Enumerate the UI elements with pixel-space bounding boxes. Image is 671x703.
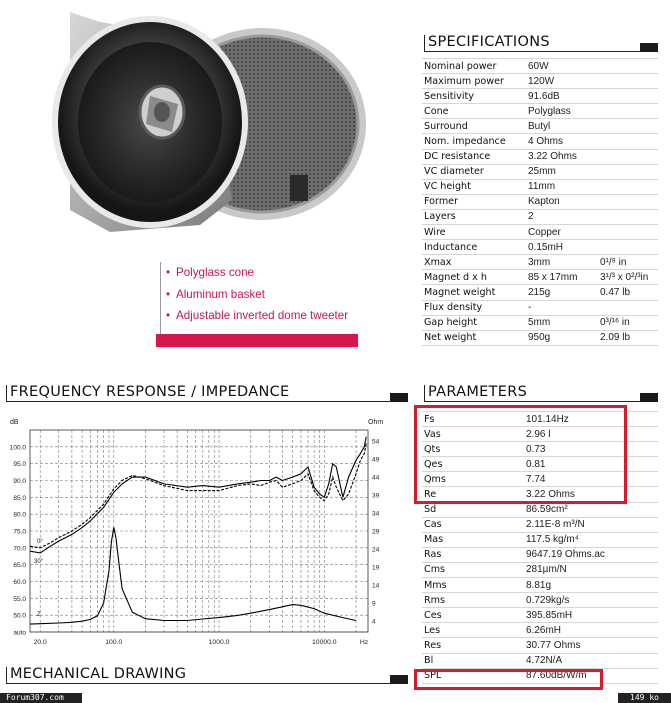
spec-value: 60W bbox=[526, 59, 598, 74]
y2-tick-label: 34 bbox=[372, 510, 380, 518]
spec-row bbox=[422, 134, 658, 149]
y-tick-label: 80.0 bbox=[13, 511, 26, 519]
spec-label: Gap height bbox=[422, 315, 526, 330]
spec-row bbox=[422, 270, 658, 285]
param-label: Cas bbox=[422, 517, 524, 532]
param-value: 30.77 Ohms bbox=[524, 638, 658, 653]
spec-alt-value: 3¹/³ x 0²/³in bbox=[598, 270, 658, 285]
spec-label: Magnet d x h bbox=[422, 270, 526, 285]
spec-value: 3.22 Ohms bbox=[526, 149, 598, 164]
spec-value: 0.15mH bbox=[526, 240, 598, 255]
y-tick-label: auto bbox=[13, 629, 26, 637]
y2-tick-label: 39 bbox=[372, 492, 380, 500]
highlight-box-spl bbox=[414, 669, 603, 690]
spec-row bbox=[422, 74, 658, 89]
spec-label: Layers bbox=[422, 209, 526, 224]
spec-alt-value bbox=[598, 149, 658, 164]
frequency-response-title: FREQUENCY RESPONSE / IMPEDANCE bbox=[10, 384, 290, 400]
spec-alt-value bbox=[598, 225, 658, 240]
spec-value: Polyglass bbox=[526, 104, 598, 119]
x-tick-label: 20.0 bbox=[33, 639, 47, 646]
param-label: Les bbox=[422, 623, 524, 638]
spec-label: VC height bbox=[422, 179, 526, 194]
param-value: 395.85mH bbox=[524, 608, 658, 623]
y2-tick-label: 4 bbox=[372, 618, 376, 626]
spec-row bbox=[422, 330, 658, 345]
x-unit-label: Hz bbox=[359, 639, 369, 646]
spec-label: Wire bbox=[422, 225, 526, 240]
spec-label: Flux density bbox=[422, 300, 526, 315]
spec-value: 25mm bbox=[526, 164, 598, 179]
y2-tick-label: 54 bbox=[372, 438, 380, 446]
param-row bbox=[422, 517, 658, 532]
y-axis-label: dB bbox=[10, 419, 19, 426]
spec-row bbox=[422, 89, 658, 104]
param-label: Res bbox=[422, 638, 524, 653]
spec-row bbox=[422, 59, 658, 74]
y-tick-label: 65.0 bbox=[13, 562, 26, 570]
annotation-30deg: 30° bbox=[34, 558, 44, 565]
spec-value: 120W bbox=[526, 74, 598, 89]
spec-alt-value bbox=[598, 209, 658, 224]
spec-row bbox=[422, 104, 658, 119]
spec-alt-value bbox=[598, 134, 658, 149]
param-label: Qms bbox=[422, 472, 524, 487]
specifications-title: SPECIFICATIONS bbox=[428, 34, 550, 50]
spec-value: Butyl bbox=[526, 119, 598, 134]
y-tick-label: 100.0 bbox=[9, 444, 26, 452]
y2-tick-label: 14 bbox=[372, 582, 380, 590]
param-label: Sd bbox=[422, 502, 524, 517]
mechanical-drawing-title: MECHANICAL DRAWING bbox=[10, 666, 187, 682]
x-tick-label: 1000.0 bbox=[208, 639, 230, 646]
spec-alt-value bbox=[598, 194, 658, 209]
spec-alt-value bbox=[598, 104, 658, 119]
y2-tick-label: 44 bbox=[372, 474, 380, 482]
spec-label: DC resistance bbox=[422, 149, 526, 164]
param-label: Qes bbox=[422, 457, 524, 472]
mechanical-drawing-header bbox=[6, 666, 408, 684]
x-tick-label: 10000.0 bbox=[312, 639, 337, 646]
accent-band bbox=[156, 334, 358, 347]
spec-alt-value bbox=[598, 179, 658, 194]
y2-tick-label: 19 bbox=[372, 564, 380, 572]
param-label: Mas bbox=[422, 532, 524, 547]
param-row bbox=[422, 562, 658, 577]
param-label: Re bbox=[422, 487, 524, 502]
spec-alt-value bbox=[598, 240, 658, 255]
spec-row bbox=[422, 209, 658, 224]
spec-row bbox=[422, 119, 658, 134]
footer-source: Forum307.com bbox=[0, 693, 82, 703]
y2-tick-label: 9 bbox=[372, 600, 376, 608]
param-row bbox=[422, 578, 658, 593]
spec-row bbox=[422, 164, 658, 179]
spec-row bbox=[422, 300, 658, 315]
spec-value: 85 x 17mm bbox=[526, 270, 598, 285]
spec-label: VC diameter bbox=[422, 164, 526, 179]
y2-axis-label: Ohm bbox=[368, 419, 384, 426]
spec-alt-value bbox=[598, 119, 658, 134]
feature-list bbox=[160, 262, 358, 327]
spec-label: Surround bbox=[422, 119, 526, 134]
param-label: Ces bbox=[422, 608, 524, 623]
annotation-impedance: Z bbox=[37, 611, 41, 618]
spec-alt-value bbox=[598, 164, 658, 179]
parameters-title: PARAMETERS bbox=[428, 384, 528, 400]
y-tick-label: 55.0 bbox=[13, 595, 26, 603]
spec-value: 11mm bbox=[526, 179, 598, 194]
spec-value: 2 bbox=[526, 209, 598, 224]
x-tick-label: 100.0 bbox=[105, 639, 123, 646]
param-row bbox=[422, 502, 658, 517]
frequency-response-header bbox=[6, 384, 408, 402]
param-row bbox=[422, 638, 658, 653]
spec-alt-value: 0.47 lb bbox=[598, 285, 658, 300]
series-line-2 bbox=[30, 527, 356, 624]
spec-label: Cone bbox=[422, 104, 526, 119]
param-label: SPL bbox=[422, 668, 524, 683]
spec-label: Inductance bbox=[422, 240, 526, 255]
y-tick-label: 85.0 bbox=[13, 494, 26, 502]
param-value: 2.96 l bbox=[524, 427, 658, 442]
param-label: Mms bbox=[422, 578, 524, 593]
spec-alt-value: 2.09 lb bbox=[598, 330, 658, 345]
spec-value: 3mm bbox=[526, 255, 598, 270]
spec-label: Former bbox=[422, 194, 526, 209]
spec-row bbox=[422, 315, 658, 330]
param-label: Bl bbox=[422, 653, 524, 668]
param-value: 8.81g bbox=[524, 578, 658, 593]
spec-alt-value bbox=[598, 89, 658, 104]
spec-alt-value: 0³/¹⁶ in bbox=[598, 315, 658, 330]
spec-value: 215g bbox=[526, 285, 598, 300]
param-value: 0.73 bbox=[524, 442, 658, 457]
spec-label: Magnet weight bbox=[422, 285, 526, 300]
specifications-table bbox=[422, 58, 658, 346]
feature-item: • Polyglass cone bbox=[160, 262, 358, 284]
param-value: 0.81 bbox=[524, 457, 658, 472]
param-value: 7.74 bbox=[524, 472, 658, 487]
spec-value: 91.6dB bbox=[526, 89, 598, 104]
param-value: 86.59cm² bbox=[524, 502, 658, 517]
spec-label: Net weight bbox=[422, 330, 526, 345]
spec-row bbox=[422, 149, 658, 164]
param-row bbox=[422, 653, 658, 668]
param-value: 6.26mH bbox=[524, 623, 658, 638]
speaker-illustration bbox=[0, 0, 380, 250]
param-value: 117.5 kg/m⁴ bbox=[524, 532, 658, 547]
y-tick-label: 60.0 bbox=[13, 579, 26, 586]
feature-item: • Aluminum basket bbox=[160, 284, 358, 306]
highlight-box-core-params bbox=[414, 405, 627, 504]
param-row bbox=[422, 547, 658, 562]
y2-tick-label: 29 bbox=[372, 528, 380, 536]
param-label: Qts bbox=[422, 442, 524, 457]
parameters-header bbox=[424, 384, 658, 402]
spec-row bbox=[422, 225, 658, 240]
param-label: Cms bbox=[422, 562, 524, 577]
param-value: 9647.19 Ohms.ac bbox=[524, 547, 658, 562]
series-line-1 bbox=[30, 444, 366, 548]
param-label: Ras bbox=[422, 547, 524, 562]
param-value: 2.11E-8 m³/N bbox=[524, 517, 658, 532]
spec-label: Nom. impedance bbox=[422, 134, 526, 149]
footer-size: 149 ko bbox=[618, 693, 671, 703]
param-value: 101.14Hz bbox=[524, 412, 658, 427]
y2-tick-label: 49 bbox=[372, 456, 380, 464]
specifications-header bbox=[424, 34, 658, 52]
spec-value: - bbox=[526, 300, 598, 315]
spec-label: Nominal power bbox=[422, 59, 526, 74]
spec-row bbox=[422, 179, 658, 194]
spec-label: Maximum power bbox=[422, 74, 526, 89]
param-row bbox=[422, 593, 658, 608]
feature-item: • Adjustable inverted dome tweeter bbox=[160, 305, 358, 327]
spec-row bbox=[422, 285, 658, 300]
param-value: 3.22 Ohms bbox=[524, 487, 658, 502]
y2-tick-label: 24 bbox=[372, 546, 380, 554]
spec-row bbox=[422, 255, 658, 270]
y-tick-label: 75.0 bbox=[13, 528, 26, 536]
spec-alt-value bbox=[598, 300, 658, 315]
spec-alt-value bbox=[598, 74, 658, 89]
spec-row bbox=[422, 194, 658, 209]
param-row bbox=[422, 623, 658, 638]
annotation-0deg: 0° bbox=[37, 538, 43, 545]
param-value: 281µm/N bbox=[524, 562, 658, 577]
param-label: Rms bbox=[422, 593, 524, 608]
param-value: 0.729kg/s bbox=[524, 593, 658, 608]
y-tick-label: 50.0 bbox=[13, 612, 26, 620]
spec-value: 4 Ohms bbox=[526, 134, 598, 149]
spec-value: Kapton bbox=[526, 194, 598, 209]
y-tick-label: 90.0 bbox=[13, 478, 26, 485]
param-row bbox=[422, 608, 658, 623]
param-label: Fs bbox=[422, 412, 524, 427]
param-row bbox=[422, 532, 658, 547]
spec-value: 950g bbox=[526, 330, 598, 345]
param-value: 87.60dB/W/m bbox=[524, 668, 658, 683]
spec-value: Copper bbox=[526, 225, 598, 240]
spec-alt-value bbox=[598, 59, 658, 74]
spec-alt-value: 0¹/⁸ in bbox=[598, 255, 658, 270]
spec-row bbox=[422, 240, 658, 255]
y-tick-label: 95.0 bbox=[13, 461, 26, 469]
param-value: 4.72N/A bbox=[524, 653, 658, 668]
frequency-response-chart bbox=[0, 410, 400, 670]
series-line-0 bbox=[30, 437, 366, 553]
spec-label: Xmax bbox=[422, 255, 526, 270]
spec-value: 5mm bbox=[526, 315, 598, 330]
y-tick-label: 70.0 bbox=[13, 545, 26, 553]
spec-label: Sensitivity bbox=[422, 89, 526, 104]
param-label: Vas bbox=[422, 427, 524, 442]
